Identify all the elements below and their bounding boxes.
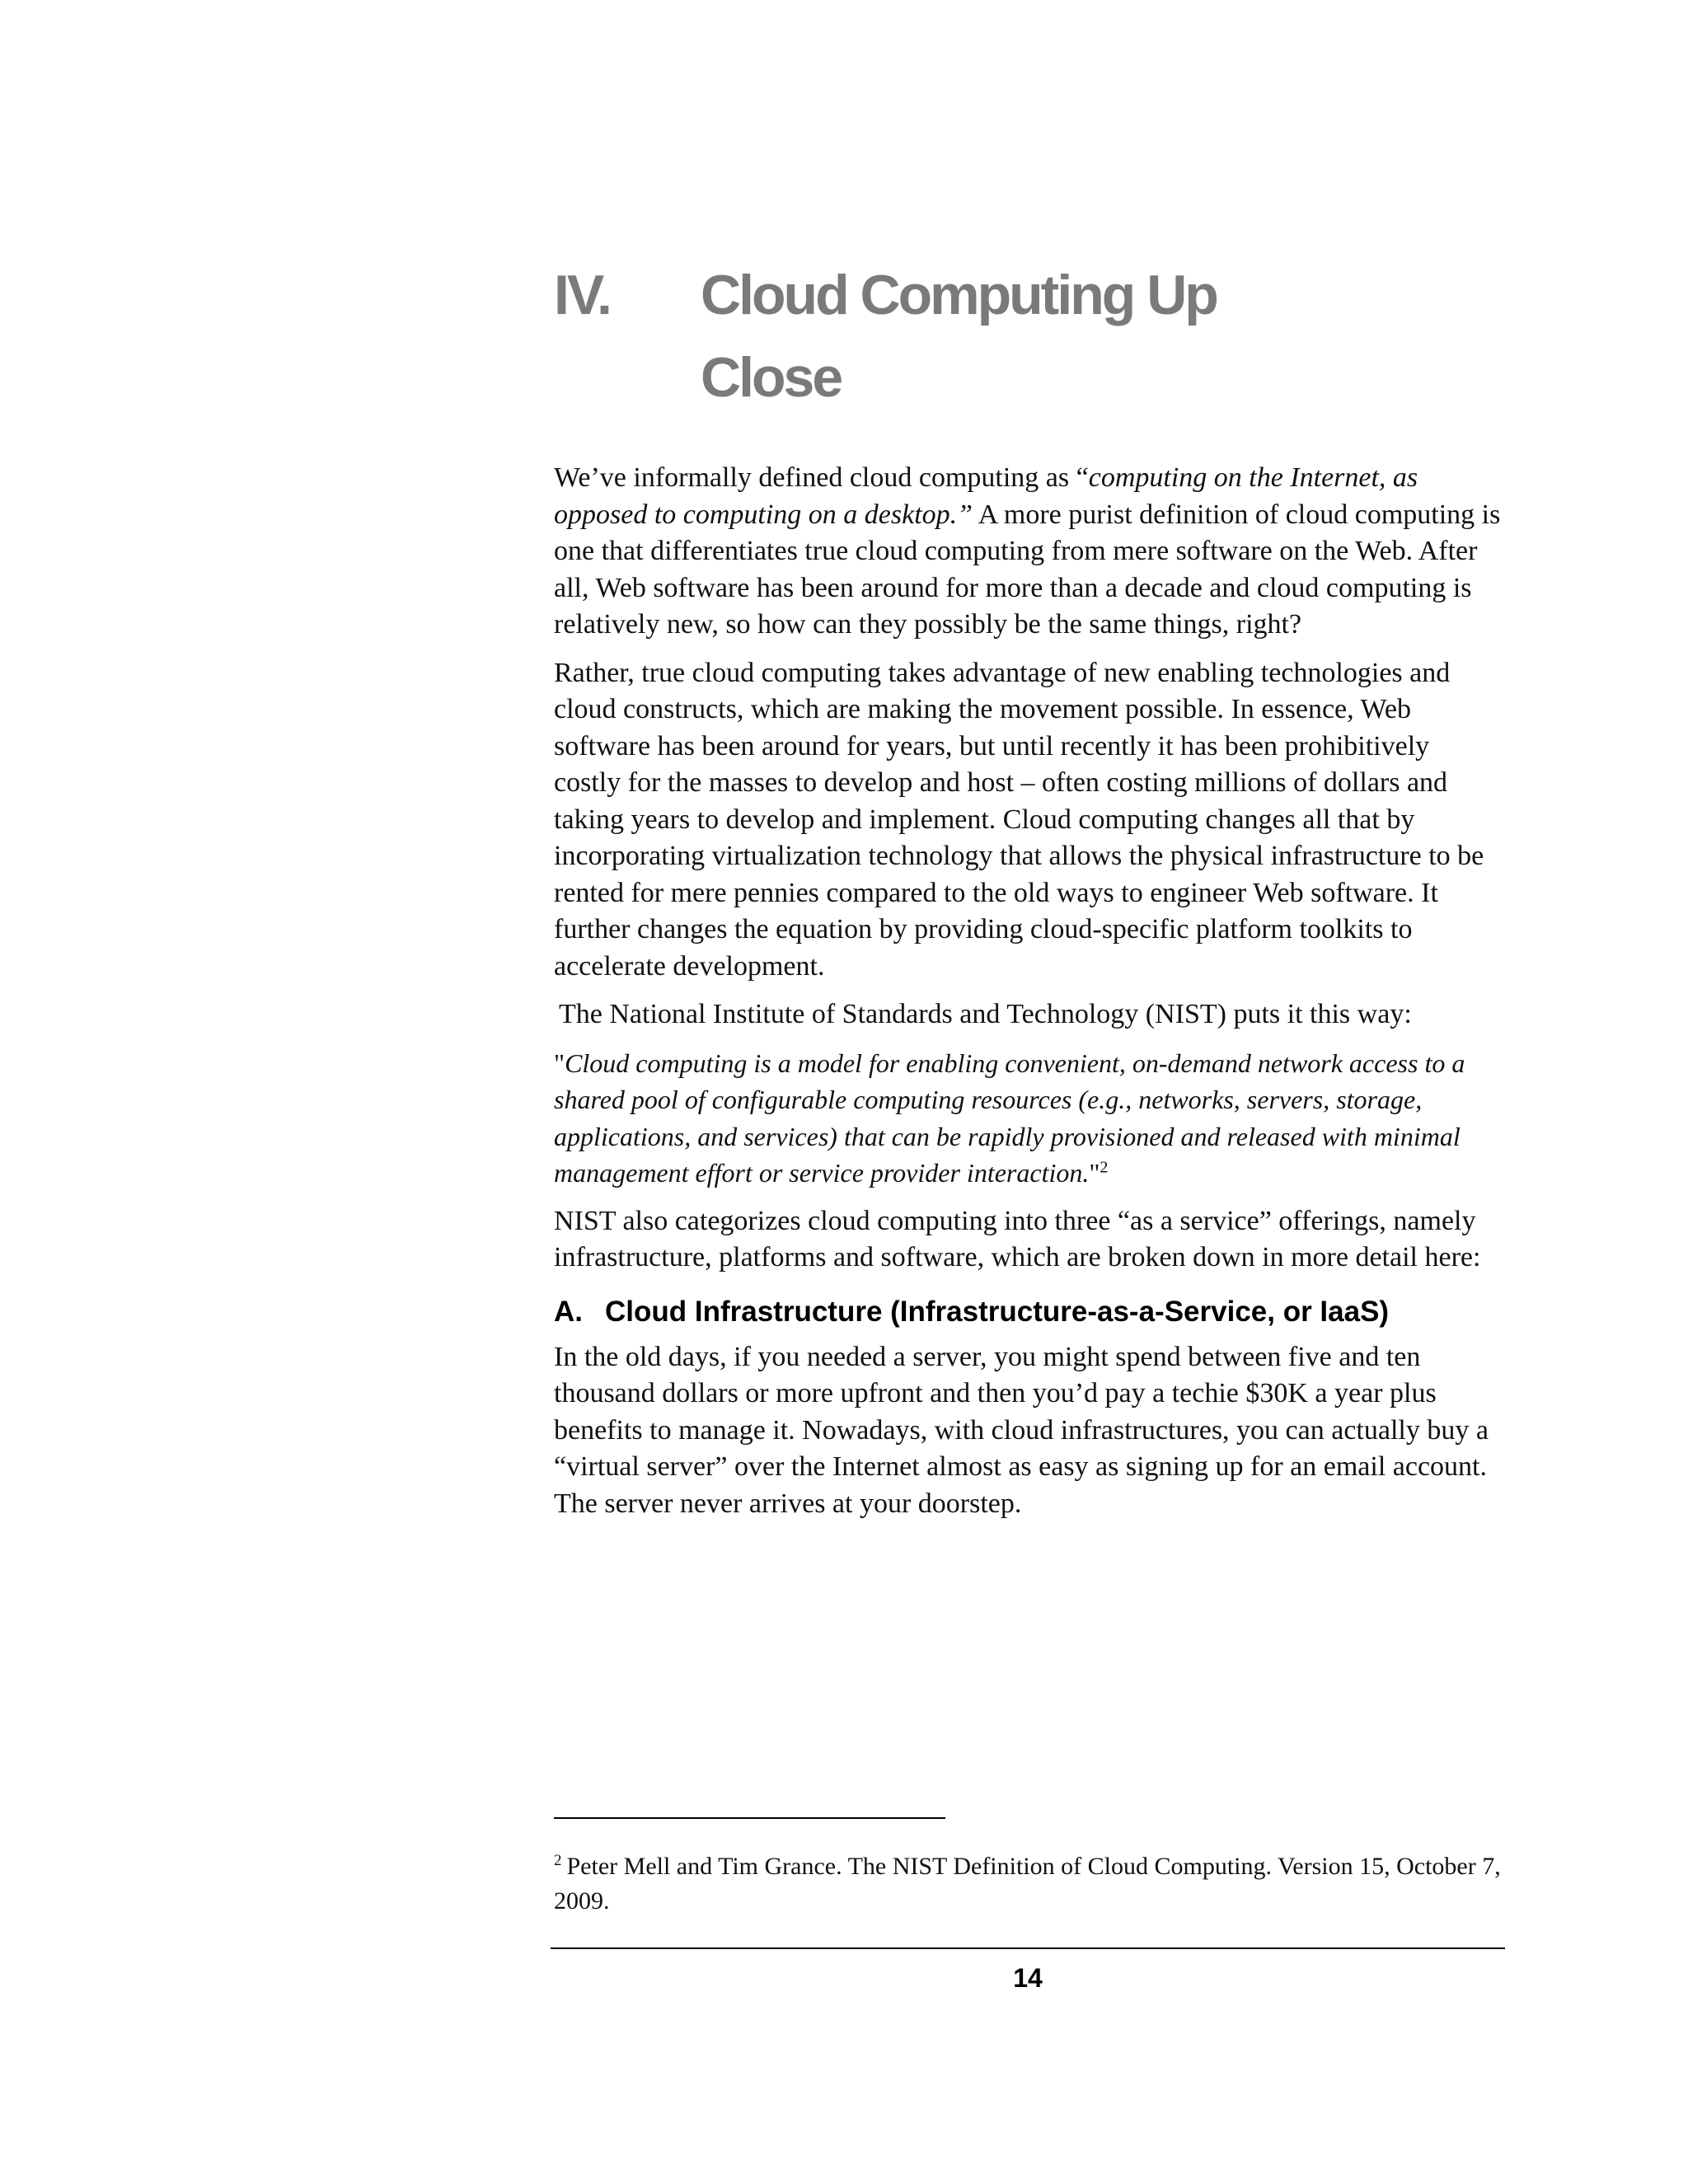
footnote-reference[interactable]: 2 [1100,1158,1109,1177]
chapter-title [701,254,1442,419]
chapter-numeral: IV. [554,264,610,326]
paragraph-definition [554,460,1502,644]
section-title: Cloud Infrastructure (Infrastructure-as-a-Service, or IaaS) [605,1295,1390,1328]
quote-text: Cloud computing is a model for enabling convenient, on-demand network access to a shared pool of configurable computing resources (e.g., networks, servers, storage, applications, and services) that can be rapidly provisioned and released with minimal management effort or service provider interaction. [554,1047,1465,1188]
chapter-title-line-1: Cloud Computing Up [701,264,1217,326]
paragraph-text: A more purist definition of cloud computing is one that differentiates true cloud computing from mere software on the Web. After all, Web software has been around for more than a decade and cloud computing is relatively new, so how can they possibly be the same things, right? [554,499,1501,640]
body-text [554,460,1502,1534]
paragraph-old-days: In the old days, if you needed a server, you might spend between five and ten thousand dollars or more upfront and then you’d pay a techie $30K a year plus benefits to manage it. Nowadays, with cloud infrastructures, you can actually buy a “virtual server” over the Internet almost as easy as signing up for an email account. The server never arrives at your doorstep. [554,1341,1489,1519]
chapter-title-line-2: Close [701,346,842,409]
section-letter: A. [554,1295,583,1328]
quote-mark: " [1089,1158,1100,1188]
footnote-text: Peter Mell and Tim Grance. The NIST Definition of Cloud Computing. Version 15, October 7, 2009. [554,1853,1501,1915]
paragraph-service-categories: NIST also categorizes cloud computing into three “as a service” offerings, namely infrastructure, platforms and software, which are broken down in more detail here: [554,1205,1481,1272]
footnote-divider [554,1817,945,1819]
footnote [554,1849,1502,1919]
paragraph-nist-intro: The National Institute of Standards and Technology (NIST) puts it this way: [559,999,1412,1029]
paragraph-enabling-technologies: Rather, true cloud computing takes advantage of new enabling technologies and cloud constructs, which are making the movement possible. In essence, Web software has been around for years, but until recently it has been prohibitively costly for the masses to develop and host – often costing millions of dollars and taking years to develop and implement. Cloud computing changes all that by incorporating virtualization technology that allows the physical infrastructure to be rented for mere pennies compared to the old ways to engineer Web software. It further changes the equation by providing cloud-specific platform toolkits to accelerate development. [554,657,1484,982]
quote-mark: " [554,1047,565,1078]
page-number: 14 [1013,1963,1043,1993]
italic-quote: computing on the Internet, as opposed to computing on a desktop.” [554,462,1418,530]
nist-definition-quote [554,1045,1502,1192]
footer-divider [551,1947,1505,1949]
section-heading-a [554,1291,1502,1333]
footnote-marker: 2 [554,1852,562,1869]
paragraph-text: We’ve informally defined cloud computing as “ [554,462,1089,493]
